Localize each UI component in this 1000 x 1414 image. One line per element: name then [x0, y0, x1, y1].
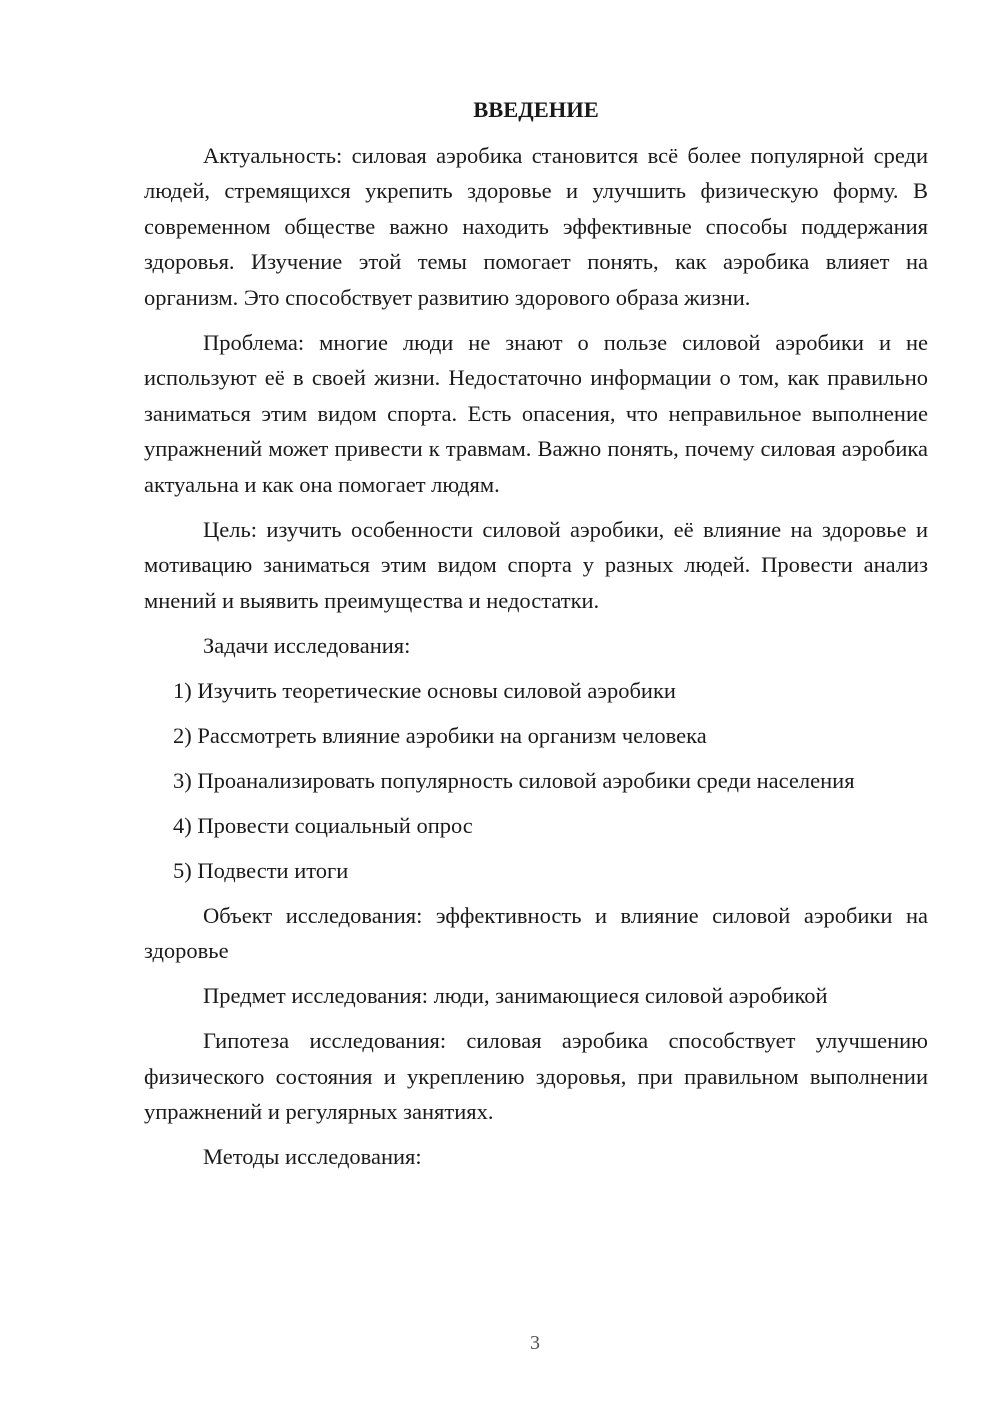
paragraph-hypothesis: Гипотеза исследования: силовая аэробика способствует улучшению физического состояния и укреплению здоровья, при правильном выполнении упражнений и регулярных занятиях.: [144, 1028, 928, 1124]
tasks-list: [144, 673, 928, 889]
list-item: 5) Подвести итоги: [173, 857, 349, 883]
paragraph-relevance: Актуальность: силовая аэробика становится всё более популярной среди людей, стремящихся укрепить здоровье и улучшить физическую форму. В современном обществе важно находить эффективные способы поддержания здоровья. Изучение этой темы помогает понять, как аэробика влияет на организм. Это способствует развитию здорового образа жизни.: [144, 142, 928, 310]
list-item: 3) Проанализировать популярность силовой аэробики среди населения: [173, 767, 855, 793]
document-page: [144, 92, 928, 1175]
list-item: 2) Рассмотреть влияние аэробики на организм человека: [173, 722, 707, 748]
paragraph-goal: Цель: изучить особенности силовой аэробики, её влияние на здоровье и мотивацию заниматься этим видом спорта у разных людей. Провести анализ мнений и выявить преимущества и недостатки.: [144, 516, 928, 613]
list-item: 4) Провести социальный опрос: [173, 812, 473, 838]
list-item: 1) Изучить теоретические основы силовой аэробики: [173, 677, 676, 703]
paragraph-subject: Предмет исследования: люди, занимающиеся силовой аэробикой: [203, 983, 828, 1008]
paragraph-problem: Проблема: многие люди не знают о пользе силовой аэробики и не используют её в своей жизни. Недостаточно информации о том, как правильно заниматься этим видом спорта. Есть опасения, что неправильное выполнение упражнений может привести к травмам. Важно понять, почему силовая аэробика актуальна и как она помогает людям.: [144, 329, 928, 497]
methods-heading: Методы исследования:: [203, 1144, 422, 1169]
page-title: ВВЕДЕНИЕ: [473, 97, 599, 122]
paragraph-object: Объект исследования: эффективность и влияние силовой аэробики на здоровье: [144, 902, 928, 963]
page-number: 3: [530, 1332, 540, 1354]
tasks-heading: Задачи исследования:: [203, 632, 411, 658]
